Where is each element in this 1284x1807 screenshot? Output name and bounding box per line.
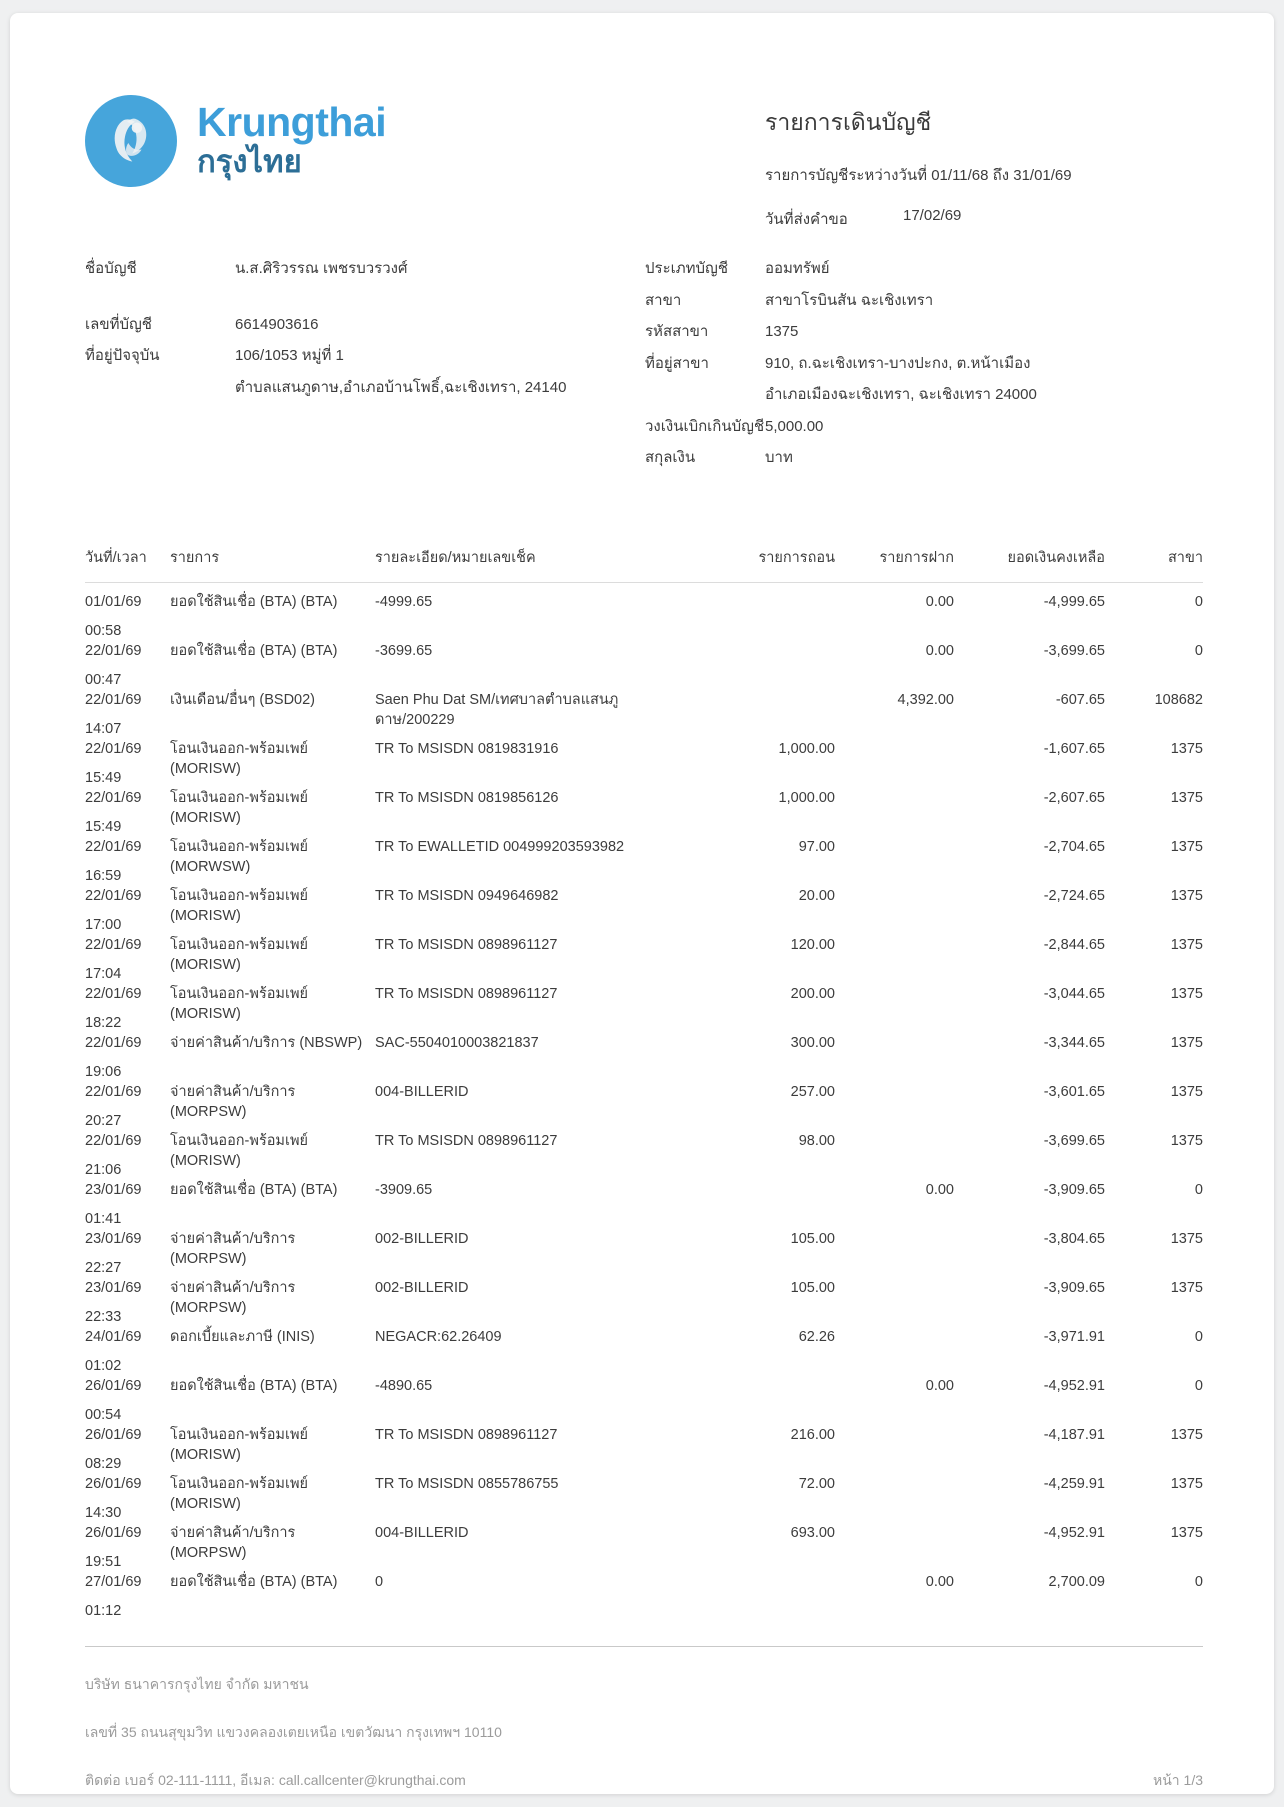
transaction-detail: NEGACR:62.26409 xyxy=(375,1328,502,1345)
current-address-line1: 106/1053 หมู่ที่ 1 xyxy=(235,347,344,364)
transaction-balance: -2,724.65 xyxy=(1043,887,1105,904)
transaction-withdrawal xyxy=(655,1572,835,1621)
transaction-branch: 1375 xyxy=(1170,985,1203,1002)
transaction-date: 22/01/69 xyxy=(85,985,142,1002)
page-number: หน้า 1/3 xyxy=(1152,1771,1203,1788)
transaction-time: 22:33 xyxy=(85,1308,122,1325)
transaction-description: โอนเงินออก-พร้อมเพย์ (MORISW) xyxy=(170,740,309,777)
transaction-description: เงินเดือน/อื่นๆ (BSD02) xyxy=(170,691,316,708)
transaction-balance: -3,804.65 xyxy=(1043,1230,1105,1247)
transaction-branch: 0 xyxy=(1194,1573,1203,1590)
transaction-time: 14:30 xyxy=(85,1504,122,1521)
transaction-branch: 0 xyxy=(1194,642,1203,659)
transaction-time: 15:49 xyxy=(85,818,122,835)
transaction-time: 22:27 xyxy=(85,1259,122,1276)
transaction-time: 16:59 xyxy=(85,867,122,884)
transaction-balance: -4,187.91 xyxy=(1043,1426,1105,1443)
footer-company: บริษัท ธนาคารกรุงไทย จำกัด มหาชน xyxy=(85,1675,309,1692)
transaction-withdrawal: 105.00 xyxy=(790,1279,835,1296)
transaction-time: 01:02 xyxy=(85,1357,122,1374)
transaction-detail: -4890.65 xyxy=(375,1377,433,1394)
account-name-row xyxy=(85,253,645,285)
cell-date-time xyxy=(85,886,170,935)
col-header-detail: รายละเอียด/หมายเลขเช็ค xyxy=(375,549,536,566)
transaction-deposit xyxy=(835,1474,954,1523)
transaction-date: 26/01/69 xyxy=(85,1524,142,1541)
transaction-balance: -3,699.65 xyxy=(1043,642,1105,659)
account-type-value: ออมทรัพย์ xyxy=(765,260,830,277)
table-body xyxy=(85,583,1203,1619)
transaction-balance: -3,344.65 xyxy=(1043,1034,1105,1051)
table-row xyxy=(85,583,1203,639)
transaction-deposit xyxy=(835,1229,954,1278)
transaction-deposit xyxy=(835,739,954,788)
cell-date-time xyxy=(85,690,170,739)
cell-date-time xyxy=(85,984,170,1033)
transaction-withdrawal: 72.00 xyxy=(798,1475,835,1492)
transaction-deposit xyxy=(835,1033,954,1082)
account-name-label: ชื่อบัญชี xyxy=(85,260,137,277)
transaction-detail: 002-BILLERID xyxy=(375,1230,469,1247)
branch-address-line2: อำเภอเมืองฉะเชิงเทรา, ฉะเชิงเทรา 24000 xyxy=(765,386,1037,403)
transaction-description: โอนเงินออก-พร้อมเพย์ (MORISW) xyxy=(170,1426,309,1463)
document-header xyxy=(765,95,1203,231)
branch-code-label: รหัสสาขา xyxy=(645,323,709,340)
transaction-balance: -3,601.65 xyxy=(1043,1083,1105,1100)
transaction-time: 00:47 xyxy=(85,671,122,688)
request-date-row xyxy=(765,207,1203,231)
cell-date-time xyxy=(85,1131,170,1180)
transaction-deposit xyxy=(835,1131,954,1180)
transaction-withdrawal: 1,000.00 xyxy=(778,740,835,757)
current-address-line2: ตำบลแสนภูดาษ,อำเภอบ้านโพธิ์,ฉะเชิงเทรา, 24140 xyxy=(235,378,567,396)
transaction-time: 08:29 xyxy=(85,1455,122,1472)
transaction-deposit: 0.00 xyxy=(925,1377,954,1394)
account-type-row xyxy=(645,253,1203,285)
transaction-withdrawal: 300.00 xyxy=(790,1034,835,1051)
transaction-detail: -3909.65 xyxy=(375,1181,433,1198)
transaction-deposit xyxy=(835,837,954,886)
cell-date-time xyxy=(85,1327,170,1376)
transaction-description: จ่ายค่าสินค้า/บริการ (NBSWP) xyxy=(170,1034,363,1051)
logo-text-en: Krungthai xyxy=(197,99,387,146)
transaction-description: ยอดใช้สินเชื่อ (BTA) (BTA) xyxy=(170,1377,338,1394)
transaction-detail: -3699.65 xyxy=(375,642,433,659)
transaction-branch: 1375 xyxy=(1170,1034,1203,1051)
transaction-date: 22/01/69 xyxy=(85,691,142,708)
transaction-detail: TR To MSISDN 0949646982 xyxy=(375,887,559,904)
transaction-date: 22/01/69 xyxy=(85,740,142,757)
request-date-label: วันที่ส่งคำขอ xyxy=(765,211,848,228)
transaction-branch: 1375 xyxy=(1170,1524,1203,1541)
col-header-date-time: วันที่/เวลา xyxy=(85,549,147,566)
transaction-branch: 1375 xyxy=(1170,887,1203,904)
transaction-description: ดอกเบี้ยและภาษี (INIS) xyxy=(170,1328,315,1345)
transaction-branch: 1375 xyxy=(1170,740,1203,757)
transaction-balance: -3,909.65 xyxy=(1043,1181,1105,1198)
transaction-withdrawal: 97.00 xyxy=(798,838,835,855)
currency-row xyxy=(645,442,1203,474)
current-address-label: ที่อยู่ปัจจุบัน xyxy=(85,347,160,364)
transaction-date: 22/01/69 xyxy=(85,887,142,904)
transaction-date: 22/01/69 xyxy=(85,838,142,855)
cell-date-time xyxy=(85,1229,170,1278)
col-header-balance: ยอดเงินคงเหลือ xyxy=(1007,549,1105,566)
transaction-balance: -4,952.91 xyxy=(1043,1524,1105,1541)
transaction-deposit: 0.00 xyxy=(925,642,954,659)
transaction-time: 17:00 xyxy=(85,916,122,933)
transaction-withdrawal: 693.00 xyxy=(790,1524,835,1541)
transaction-detail: 002-BILLERID xyxy=(375,1279,469,1296)
transaction-withdrawal xyxy=(655,1376,835,1425)
footer-contact-row xyxy=(85,1770,1203,1792)
transaction-deposit xyxy=(835,1082,954,1131)
transaction-balance: -2,607.65 xyxy=(1043,789,1105,806)
transaction-branch: 1375 xyxy=(1170,1230,1203,1247)
transaction-detail: TR To MSISDN 0819856126 xyxy=(375,789,559,806)
footer-divider-top xyxy=(85,1646,1203,1647)
transaction-deposit xyxy=(835,984,954,1033)
transaction-date: 23/01/69 xyxy=(85,1181,142,1198)
transaction-branch: 0 xyxy=(1194,1328,1203,1345)
statement-period: รายการบัญชีระหว่างวันที่ 01/11/68 ถึง 31/01/69 xyxy=(765,167,1072,184)
transaction-branch: 1375 xyxy=(1170,1279,1203,1296)
cell-date-time xyxy=(85,1376,170,1425)
account-number-value: 6614903616 xyxy=(235,315,319,333)
transaction-balance: -4,952.91 xyxy=(1043,1377,1105,1394)
transaction-description: ยอดใช้สินเชื่อ (BTA) (BTA) xyxy=(170,593,338,610)
transaction-deposit xyxy=(835,1425,954,1474)
transaction-withdrawal: 105.00 xyxy=(790,1230,835,1247)
current-address-value xyxy=(235,340,566,403)
branch-code-row xyxy=(645,316,1203,348)
transaction-detail: TR To MSISDN 0898961127 xyxy=(375,1132,558,1149)
transaction-date: 22/01/69 xyxy=(85,1083,142,1100)
transaction-detail: 0 xyxy=(375,1573,384,1590)
cell-date-time xyxy=(85,1523,170,1572)
krungthai-bird-icon xyxy=(98,106,164,177)
transaction-detail: SAC-5504010003821837 xyxy=(375,1034,539,1051)
spacer-row xyxy=(85,285,645,309)
footer-address: เลขที่ 35 ถนนสุขุมวิท แขวงคลองเตยเหนือ เขตวัฒนา กรุงเทพฯ 10110 xyxy=(85,1723,502,1740)
transaction-description: โอนเงินออก-พร้อมเพย์ (MORISW) xyxy=(170,985,309,1022)
col-header-deposit: รายการฝาก xyxy=(879,549,954,566)
cell-date-time xyxy=(85,1474,170,1523)
cell-date-time xyxy=(85,935,170,984)
transaction-withdrawal: 20.00 xyxy=(798,887,835,904)
transaction-detail: TR To MSISDN 0898961127 xyxy=(375,936,558,953)
current-address-row xyxy=(85,340,645,403)
account-number-row xyxy=(85,309,645,341)
transaction-date: 23/01/69 xyxy=(85,1279,142,1296)
logo-wordmark xyxy=(197,99,387,180)
transaction-deposit xyxy=(835,788,954,837)
transaction-withdrawal: 216.00 xyxy=(790,1426,835,1443)
transaction-deposit xyxy=(835,935,954,984)
transaction-deposit: 0.00 xyxy=(925,593,954,610)
statement-page xyxy=(10,13,1274,1794)
page-footer xyxy=(85,1674,1203,1795)
krungthai-logo xyxy=(85,95,386,187)
table-header xyxy=(85,546,1203,583)
transaction-withdrawal: 257.00 xyxy=(790,1083,835,1100)
transaction-balance: -4,259.91 xyxy=(1043,1475,1105,1492)
logo-text-th: กรุงไทย xyxy=(197,144,302,180)
transaction-branch: 1375 xyxy=(1170,1475,1203,1492)
overdraft-limit-row xyxy=(645,411,1203,443)
transaction-date: 26/01/69 xyxy=(85,1475,142,1492)
transaction-detail: TR To MSISDN 0855786755 xyxy=(375,1475,559,1492)
transaction-deposit xyxy=(835,1278,954,1327)
transaction-date: 23/01/69 xyxy=(85,1230,142,1247)
transaction-date: 22/01/69 xyxy=(85,1034,142,1051)
cell-date-time xyxy=(85,788,170,837)
branch-address-row xyxy=(645,348,1203,411)
transaction-branch: 1375 xyxy=(1170,789,1203,806)
transaction-detail: 004-BILLERID xyxy=(375,1083,469,1100)
transaction-withdrawal: 98.00 xyxy=(798,1132,835,1149)
transaction-balance: -2,844.65 xyxy=(1043,936,1105,953)
transaction-date: 24/01/69 xyxy=(85,1328,142,1345)
branch-label: สาขา xyxy=(645,291,682,309)
transaction-description: จ่ายค่าสินค้า/บริการ (MORPSW) xyxy=(170,1279,296,1316)
transaction-balance: 2,700.09 xyxy=(1048,1573,1105,1590)
transaction-time: 00:54 xyxy=(85,1406,122,1423)
transaction-detail: TR To MSISDN 0898961127 xyxy=(375,1426,558,1443)
transaction-time: 00:58 xyxy=(85,622,122,639)
transaction-description: ยอดใช้สินเชื่อ (BTA) (BTA) xyxy=(170,1573,338,1590)
transaction-time: 01:41 xyxy=(85,1210,122,1227)
footer-contact: ติดต่อ เบอร์ 02-111-1111, อีเมล: call.callcenter@krungthai.com xyxy=(85,1771,466,1788)
transaction-withdrawal: 1,000.00 xyxy=(778,789,835,806)
transaction-time: 19:06 xyxy=(85,1063,122,1080)
transaction-branch: 1375 xyxy=(1170,1426,1203,1443)
transaction-time: 17:04 xyxy=(85,965,122,982)
currency-label: สกุลเงิน xyxy=(645,449,696,466)
transaction-withdrawal xyxy=(655,1180,835,1229)
cell-date-time xyxy=(85,1033,170,1082)
transaction-deposit xyxy=(835,1523,954,1572)
transaction-withdrawal: 62.26 xyxy=(798,1328,835,1345)
col-header-branch: สาขา xyxy=(1167,549,1203,566)
transaction-description: จ่ายค่าสินค้า/บริการ (MORPSW) xyxy=(170,1230,296,1267)
transaction-time: 15:49 xyxy=(85,769,122,786)
transaction-balance: -3,699.65 xyxy=(1043,1132,1105,1149)
cell-date-time xyxy=(85,1572,170,1621)
transaction-balance: -3,971.91 xyxy=(1043,1328,1105,1345)
transactions-table xyxy=(85,546,1203,1619)
transaction-time: 21:06 xyxy=(85,1161,122,1178)
transaction-deposit: 0.00 xyxy=(925,1181,954,1198)
transaction-date: 22/01/69 xyxy=(85,789,142,806)
transaction-deposit xyxy=(835,886,954,935)
branch-address-label: ที่อยู่สาขา xyxy=(645,354,709,372)
cell-date-time xyxy=(85,1082,170,1131)
transaction-withdrawal xyxy=(655,690,835,739)
cell-date-time xyxy=(85,1180,170,1229)
transaction-withdrawal: 200.00 xyxy=(790,985,835,1002)
branch-value: สาขาโรบินสัน ฉะเชิงเทรา xyxy=(765,291,934,309)
transaction-description: ยอดใช้สินเชื่อ (BTA) (BTA) xyxy=(170,1181,338,1198)
transaction-balance: -1,607.65 xyxy=(1043,740,1105,757)
transaction-time: 14:07 xyxy=(85,720,122,737)
overdraft-limit-value: 5,000.00 xyxy=(765,417,824,435)
transaction-branch: 0 xyxy=(1194,593,1203,610)
transaction-detail: TR To EWALLETID 004999203593982 xyxy=(375,838,625,855)
transaction-deposit xyxy=(835,1327,954,1376)
transaction-description: โอนเงินออก-พร้อมเพย์ (MORISW) xyxy=(170,936,309,973)
col-header-description: รายการ xyxy=(170,549,220,566)
page-title: รายการเดินบัญชี xyxy=(765,109,932,135)
transaction-time: 19:51 xyxy=(85,1553,122,1570)
cell-date-time xyxy=(85,837,170,886)
account-number-label: เลขที่บัญชี xyxy=(85,315,152,333)
transaction-date: 22/01/69 xyxy=(85,642,142,659)
cell-date-time xyxy=(85,641,170,690)
transaction-detail: TR To MSISDN 0898961127 xyxy=(375,985,558,1002)
transaction-description: โอนเงินออก-พร้อมเพย์ (MORWSW) xyxy=(170,838,309,875)
branch-row xyxy=(645,285,1203,317)
transaction-date: 26/01/69 xyxy=(85,1426,142,1443)
account-info-right xyxy=(645,253,1203,474)
account-type-label: ประเภทบัญชี xyxy=(645,260,729,277)
transaction-branch: 0 xyxy=(1194,1377,1203,1394)
transaction-detail: 004-BILLERID xyxy=(375,1524,469,1541)
transaction-balance: -607.65 xyxy=(1055,691,1105,708)
transaction-balance: -3,044.65 xyxy=(1043,985,1105,1002)
transaction-withdrawal xyxy=(655,641,835,690)
transaction-description: โอนเงินออก-พร้อมเพย์ (MORISW) xyxy=(170,1132,309,1169)
transaction-description: ยอดใช้สินเชื่อ (BTA) (BTA) xyxy=(170,642,338,659)
transaction-description: จ่ายค่าสินค้า/บริการ (MORPSW) xyxy=(170,1083,296,1120)
logo-circle xyxy=(85,95,177,187)
transaction-branch: 1375 xyxy=(1170,1083,1203,1100)
transaction-description: โอนเงินออก-พร้อมเพย์ (MORISW) xyxy=(170,789,309,826)
transaction-description: จ่ายค่าสินค้า/บริการ (MORPSW) xyxy=(170,1524,296,1561)
transaction-balance: -3,909.65 xyxy=(1043,1279,1105,1296)
cell-date-time xyxy=(85,1425,170,1474)
cell-date-time xyxy=(85,739,170,788)
transaction-detail: TR To MSISDN 0819831916 xyxy=(375,740,559,757)
account-info xyxy=(85,253,1203,474)
transaction-deposit: 4,392.00 xyxy=(897,691,954,708)
transaction-branch: 0 xyxy=(1194,1181,1203,1198)
branch-address-line1: 910, ถ.ฉะเชิงเทรา-บางปะกง, ต.หน้าเมือง xyxy=(765,354,1031,372)
account-name-value: น.ส.ศิริวรรณ เพชรบวรวงศ์ xyxy=(235,260,408,277)
transaction-detail: -4999.65 xyxy=(375,593,433,610)
transaction-date: 26/01/69 xyxy=(85,1377,142,1394)
request-date-value: 17/02/69 xyxy=(903,207,962,224)
transaction-date: 22/01/69 xyxy=(85,936,142,953)
overdraft-limit-label: วงเงินเบิกเกินบัญชี xyxy=(645,417,765,435)
transaction-time: 01:12 xyxy=(85,1602,122,1619)
branch-code-value: 1375 xyxy=(765,323,799,340)
transaction-date: 01/01/69 xyxy=(85,593,142,610)
transaction-detail: Saen Phu Dat SM/เทศบาลตำบลแสนภูดาษ/200229 xyxy=(375,691,619,728)
transaction-branch: 1375 xyxy=(1170,1132,1203,1149)
transaction-balance: -2,704.65 xyxy=(1043,838,1105,855)
cell-date-time xyxy=(85,1278,170,1327)
transaction-branch: 1375 xyxy=(1170,838,1203,855)
col-header-withdrawal: รายการถอน xyxy=(758,549,835,566)
transaction-branch: 1375 xyxy=(1170,936,1203,953)
transaction-description: โอนเงินออก-พร้อมเพย์ (MORISW) xyxy=(170,1475,309,1512)
transaction-description: โอนเงินออก-พร้อมเพย์ (MORISW) xyxy=(170,887,309,924)
transaction-branch: 108682 xyxy=(1154,691,1203,708)
transaction-date: 22/01/69 xyxy=(85,1132,142,1149)
transaction-withdrawal: 120.00 xyxy=(790,936,835,953)
transaction-withdrawal xyxy=(655,592,835,641)
page-header xyxy=(85,13,1203,231)
account-info-left xyxy=(85,253,645,474)
transaction-time: 18:22 xyxy=(85,1014,122,1031)
branch-address-value xyxy=(765,348,1037,411)
transaction-deposit: 0.00 xyxy=(925,1573,954,1590)
transaction-time: 20:27 xyxy=(85,1112,122,1129)
transaction-balance: -4,999.65 xyxy=(1043,593,1105,610)
currency-value: บาท xyxy=(765,449,793,466)
cell-date-time xyxy=(85,592,170,641)
transaction-date: 27/01/69 xyxy=(85,1573,142,1590)
